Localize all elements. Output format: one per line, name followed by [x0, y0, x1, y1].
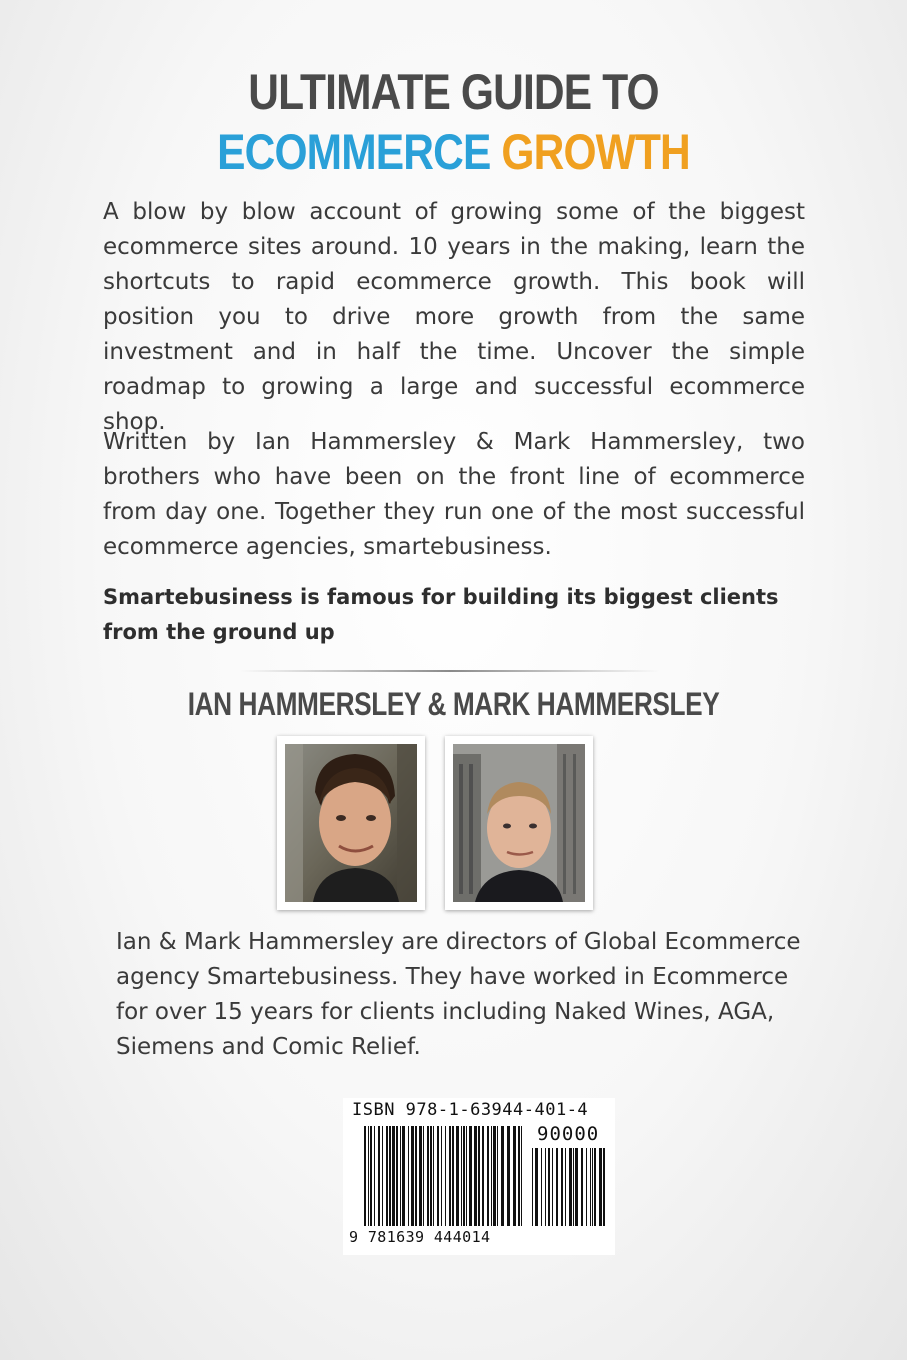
barcode-bar	[382, 1126, 383, 1226]
barcode-addon-bar	[590, 1148, 591, 1226]
barcode-bar	[507, 1126, 510, 1226]
barcode-bar	[491, 1126, 492, 1226]
barcode-addon-bar	[592, 1148, 593, 1226]
barcode-bar	[521, 1126, 522, 1226]
barcode-bar	[427, 1126, 429, 1226]
portrait-ian-image	[285, 744, 417, 902]
barcode-bar	[456, 1126, 459, 1226]
authors-bio-paragraph: Ian & Mark Hammersley are directors of Global Ecommerce agency Smartebusiness. They have worked in Ecommerce for over 15 years for clients including Naked Wines, AGA, Siemens and Comic Relief.	[116, 929, 801, 1060]
barcode-addon-bar	[552, 1148, 553, 1226]
barcode-bar	[396, 1126, 398, 1226]
barcode-addon-bar	[573, 1148, 574, 1226]
barcode-bar	[469, 1126, 472, 1226]
barcode-bar	[433, 1126, 434, 1226]
barcode-bar	[368, 1126, 369, 1226]
barcode-bar	[449, 1126, 451, 1226]
barcode-bar	[419, 1126, 422, 1226]
barcode-bar	[461, 1126, 462, 1226]
barcode-bar	[408, 1126, 409, 1226]
barcode-bar	[402, 1126, 405, 1226]
portrait-mark-image	[453, 744, 585, 902]
barcode-addon-bar	[603, 1148, 605, 1226]
barcode-addon-bar	[556, 1148, 558, 1226]
barcode-bar	[437, 1126, 439, 1226]
barcode-bar	[497, 1126, 498, 1226]
barcode-bar	[518, 1126, 520, 1226]
barcode-bar	[452, 1126, 454, 1226]
barcode-addon-bar	[541, 1148, 542, 1226]
barcode-addon-bar	[545, 1148, 546, 1226]
barcode-digits: 9 781639 444014	[349, 1228, 491, 1246]
barcode-bar	[415, 1126, 417, 1226]
barcode-bar	[430, 1126, 432, 1226]
barcode-bar	[487, 1126, 489, 1226]
barcode-image	[350, 1124, 610, 1228]
barcode-bar	[378, 1126, 380, 1226]
barcode-addon-bar	[581, 1148, 583, 1226]
section-divider	[240, 670, 660, 672]
barcode-bar	[474, 1126, 477, 1226]
price-code: 90000	[537, 1123, 600, 1145]
barcode-bar	[423, 1126, 424, 1226]
barcode-bar	[411, 1126, 414, 1226]
barcode-bar	[463, 1126, 465, 1226]
barcode-bar	[370, 1126, 372, 1226]
barcode-bar	[482, 1126, 484, 1226]
barcode-bar	[389, 1126, 391, 1226]
authors-intro-paragraph: Written by Ian Hammersley & Mark Hammersley, two brothers who have been on the front line of ecommerce from day one. Together they run one of the most successful ecommerce agencies, smartebusiness.	[103, 429, 805, 560]
description-paragraph: A blow by blow account of growing some of the biggest ecommerce sites around. 10 years in the making, learn the shortcuts to rapid ecommerce growth. This book will position you to drive more growth from the same investment and in half the time. Uncover the simple roadmap to growing a large and successful ecommerce shop.	[103, 199, 805, 435]
barcode-addon-bar	[535, 1148, 538, 1226]
cover-title-line2	[68, 122, 839, 182]
barcode-addon-bar	[561, 1148, 563, 1226]
barcode-bar	[400, 1126, 401, 1226]
barcode-addon-bar	[565, 1148, 566, 1226]
barcode-bar	[441, 1126, 442, 1226]
barcode-bar	[513, 1126, 516, 1226]
highlight-statement: Smartebusiness is famous for building its biggest clients from the ground up	[103, 585, 779, 644]
barcode-bar	[501, 1126, 504, 1226]
barcode-bar	[466, 1126, 467, 1226]
barcode-addon-bar	[599, 1148, 602, 1226]
isbn-label: ISBN 978-1-63944-401-4	[352, 1100, 589, 1120]
barcode-addon-bar	[569, 1148, 572, 1226]
title-word-ecommerce: ECOMMERCE	[217, 124, 491, 180]
barcode-bar	[364, 1126, 366, 1226]
barcode-bar	[392, 1126, 395, 1226]
cover-title-line1: ULTIMATE GUIDE TO	[248, 64, 659, 120]
barcode-addon-bar	[586, 1148, 587, 1226]
barcode-bar	[374, 1126, 375, 1226]
barcode-bar	[445, 1126, 446, 1226]
author-photo-ian	[277, 736, 425, 910]
authors-heading: IAN HAMMERSLEY & MARK HAMMERSLEY	[187, 686, 720, 722]
barcode-addon-bar	[594, 1148, 596, 1226]
author-photo-mark	[445, 736, 593, 910]
barcode-bar	[493, 1126, 496, 1226]
barcode-addon-bar	[548, 1148, 550, 1226]
title-word-growth: GROWTH	[501, 124, 690, 180]
barcode-bar	[478, 1126, 480, 1226]
barcode-addon-bar	[575, 1148, 578, 1226]
barcode-addon-bar	[532, 1148, 533, 1226]
barcode-bar	[386, 1126, 388, 1226]
